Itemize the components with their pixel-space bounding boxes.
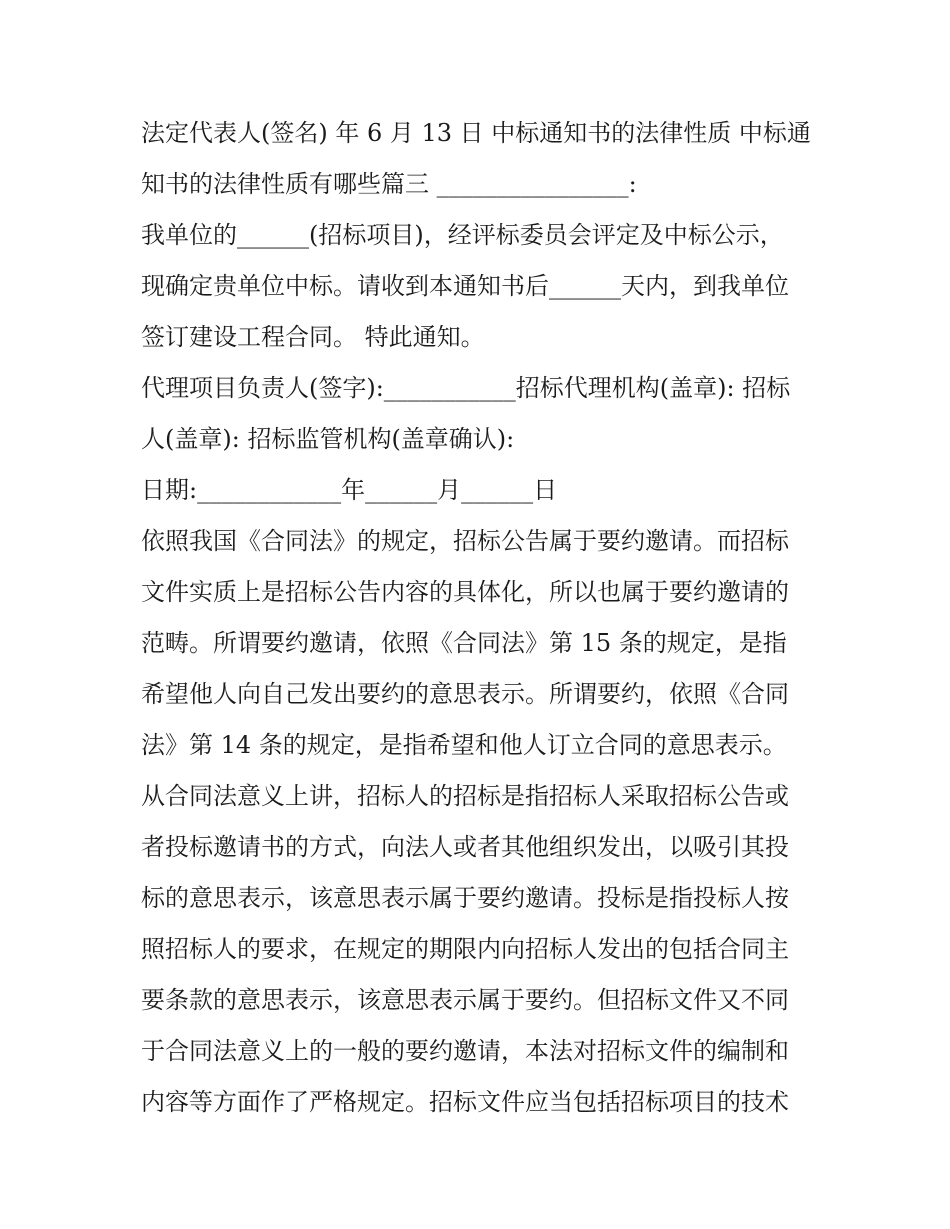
text-line: 文件实质上是招标公告内容的具体化，所以也属于要约邀请的 bbox=[141, 578, 789, 606]
text-line: 日期:____________年______月______日 bbox=[141, 476, 558, 504]
text-line: 内容等方面作了严格规定。招标文件应当包括招标项目的技术 bbox=[141, 1088, 789, 1116]
text-line: 知书的法律性质有哪些篇三 ________________: bbox=[141, 170, 637, 198]
text-line: 签订建设工程合同。 特此通知。 bbox=[141, 323, 485, 351]
text-line: 我单位的______(招标项目)，经评标委员会评定及中标公示， bbox=[141, 221, 784, 249]
text-line: 从合同法意义上讲，招标人的招标是指招标人采取招标公告或 bbox=[141, 782, 789, 810]
text-line: 希望他人向自己发出要约的意思表示。所谓要约，依照《合同 bbox=[141, 680, 789, 708]
text-line: 标的意思表示，该意思表示属于要约邀请。投标是指投标人按 bbox=[141, 884, 789, 912]
text-line: 法》第 14 条的规定，是指希望和他人订立合同的意思表示。 bbox=[141, 731, 787, 759]
text-line: 人(盖章): 招标监管机构(盖章确认): bbox=[141, 425, 515, 453]
text-line: 者投标邀请书的方式，向法人或者其他组织发出，以吸引其投 bbox=[141, 833, 789, 861]
text-line: 要条款的意思表示，该意思表示属于要约。但招标文件又不同 bbox=[141, 986, 789, 1014]
document-body bbox=[141, 108, 821, 1128]
text-line: 法定代表人(签名) 年 6 月 13 日 中标通知书的法律性质 中标通 bbox=[141, 119, 811, 147]
text-line: 依照我国《合同法》的规定，招标公告属于要约邀请。而招标 bbox=[141, 527, 789, 555]
text-line: 代理项目负责人(签字):___________招标代理机构(盖章): 招标 bbox=[141, 374, 791, 402]
text-line: 于合同法意义上的一般的要约邀请，本法对招标文件的编制和 bbox=[141, 1037, 789, 1065]
text-line: 范畴。所谓要约邀请，依照《合同法》第 15 条的规定，是指 bbox=[141, 629, 787, 657]
text-line: 现确定贵单位中标。请收到本通知书后______天内，到我单位 bbox=[141, 272, 789, 300]
text-line: 照招标人的要求，在规定的期限内向招标人发出的包括合同主 bbox=[141, 935, 789, 963]
